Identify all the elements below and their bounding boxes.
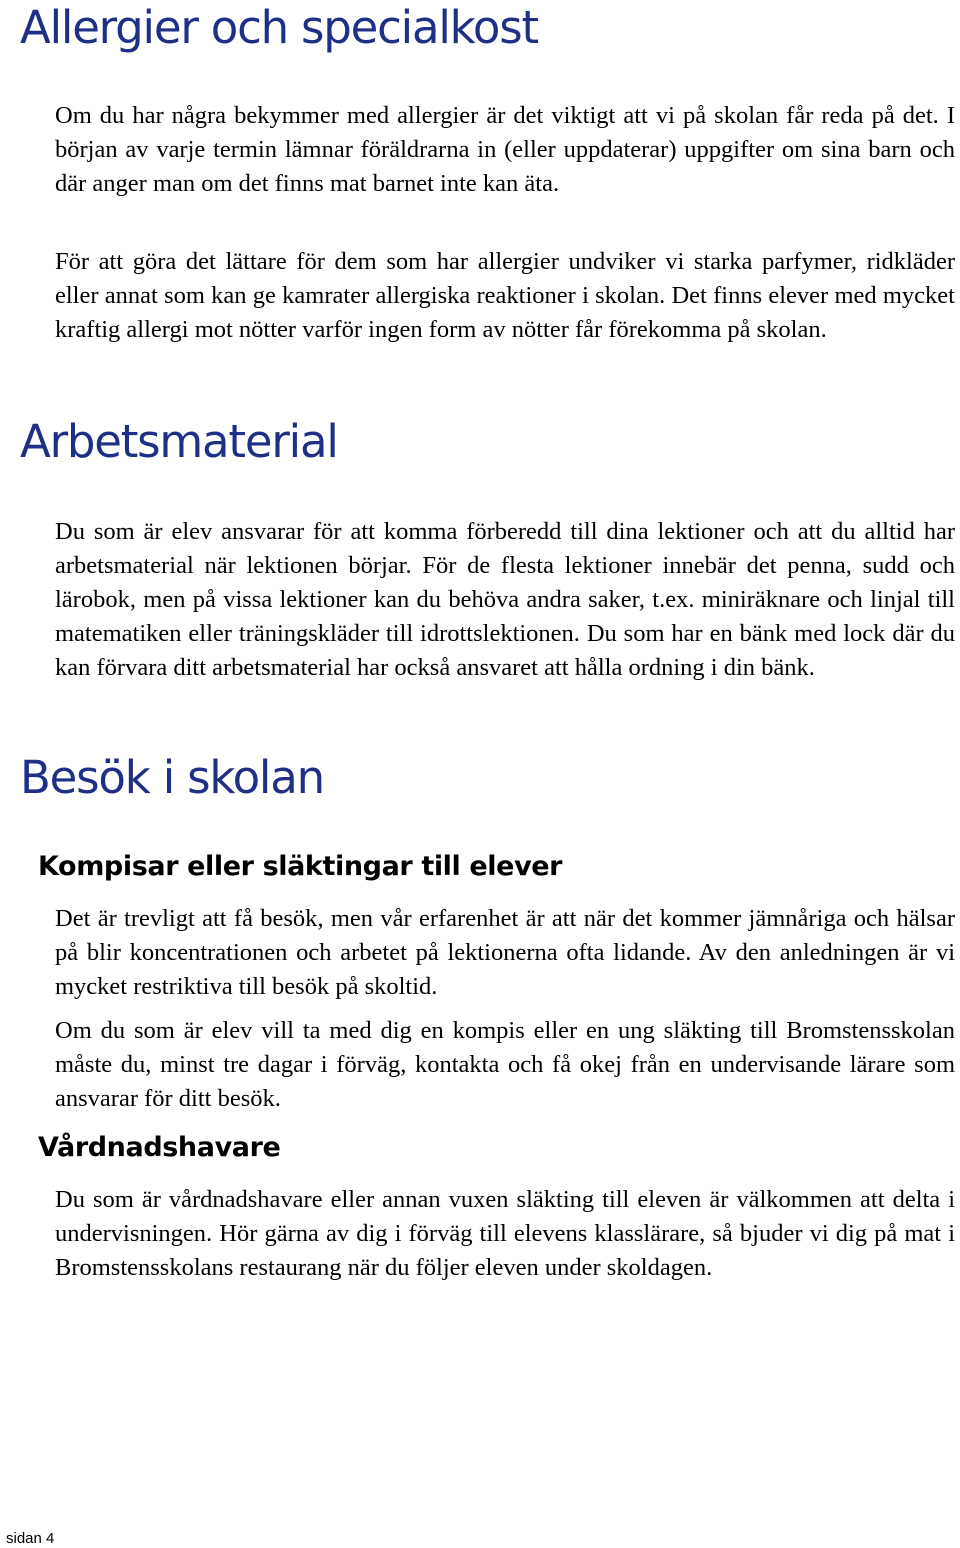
heading-allergies: Allergier och specialkost	[20, 1, 538, 54]
paragraph-allergies-1: Om du har några bekymmer med allergier är det viktigt att vi på skolan får reda på det. I början av varje termin lämnar föräldrarna in (eller uppdaterar) uppgifter om sina barn och där anger man om det finns mat barnet inte kan äta.	[55, 102, 955, 197]
paragraph-allergies-2: För att göra det lättare för dem som har allergier undviker vi starka parfymer, ridkläder eller annat som kan ge kamrater allergiska reaktioner i skolan. Det finns elever med mycket kraftig allergi mot nötter varför ingen form av nötter får förekomma på skolan.	[55, 248, 955, 343]
paragraph-friends-1: Det är trevligt att få besök, men vår erfarenhet är att när det kommer jämnåriga och hälsar på blir koncentrationen och arbetet på lektionerna ofta lidande. Av den anledningen är vi mycket restriktiva till besök på skoltid.	[55, 905, 955, 1000]
heading-visits: Besök i skolan	[20, 751, 324, 804]
page-number: sidan 4	[6, 1530, 55, 1547]
paragraph-friends-2: Om du som är elev vill ta med dig en kompis eller en ung släkting till Bromstensskolan måste du, minst tre dagar i förväg, kontakta och få okej från en undervisande lärare som ansvarar för ditt besök.	[55, 1017, 955, 1112]
subheading-guardians: Vårdnadshavare	[38, 1132, 281, 1163]
paragraph-guardians-1: Du som är vårdnadshavare eller annan vuxen släkting till eleven är välkommen att delta i undervisningen. Hör gärna av dig i förväg till elevens klasslärare, så bjuder vi dig på mat i Bromstensskolans restaurang när du följer eleven under skoldagen.	[55, 1186, 955, 1281]
paragraph-materials-1: Du som är elev ansvarar för att komma förberedd till dina lektioner och att du alltid har arbetsmaterial när lektionen börjar. För de flesta lektioner innebär det penna, sudd och lärobok, men på vissa lektioner kan du behöva andra saker, t.ex. miniräknare och linjal till matematiken eller träningskläder till idrottslektionen. Du som har en bänk med lock där du kan förvara ditt arbetsmaterial har också ansvaret att hålla ordning i din bänk.	[55, 518, 955, 681]
heading-materials: Arbetsmaterial	[20, 415, 338, 468]
subheading-friends-relatives: Kompisar eller släktingar till elever	[38, 851, 563, 882]
